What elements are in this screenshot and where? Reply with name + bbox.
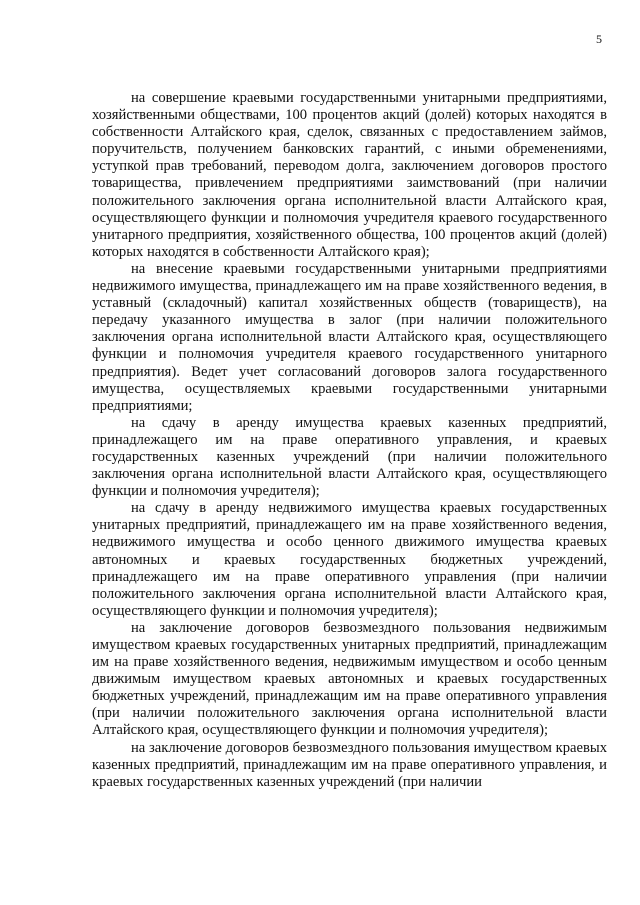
paragraph-lease-of-immovable-property: на сдачу в аренду недвижимого имущества краевых государственных унитарных предприятий, принадлежащего им на праве хозяйственного ведения, недвижимого имущества и особо ценного движимого имущества краевых автономных и краевых государственных бюджетных учреждений, принадлежащего им на праве оперативного управления (при наличии положительного заключения органа исполнительной власти Алтайского края, осуществляющего функции и полномочия учредителя); bbox=[92, 500, 607, 619]
page-number: 5 bbox=[596, 32, 602, 46]
paragraph-free-use-of-state-enterprise-property: на заключение договоров безвозмездного пользования имуществом краевых казенных предприятий, принадлежащим им на праве оперативного управления, и краевых государственных казенных учреждений (при наличии bbox=[92, 739, 607, 790]
paragraph-loans-and-guarantees: на совершение краевыми государственными унитарными предприятиями, хозяйственными обществами, 100 процентов акций (долей) которых находятся в собственности Алтайского края, сделок, связанных с предоставлением займов, поручительств, получением банковских гарантий, с иными обременениями, уступкой прав требований, переводом долга, заключением договоров простого товарищества, привлечением предприятиями заимствований (при наличии положительного заключения органа исполнительной власти Алтайского края, осуществляющего функции и полномочия учредителя краевого государственного унитарного предприятия, хозяйственного общества, 100 процентов акций (долей) которых находятся в собственности Алтайского края); bbox=[92, 90, 607, 260]
document-body bbox=[92, 90, 607, 791]
paragraph-free-use-of-immovable-property: на заключение договоров безвозмездного пользования недвижимым имуществом краевых государственных унитарных предприятий, принадлежащим им на праве хозяйственного ведения, недвижимым имуществом и особо ценным движимым имуществом краевых автономных и краевых государственных бюджетных учреждений, принадлежащим им на праве оперативного управления (при наличии положительного заключения органа исполнительной власти Алтайского края, осуществляющего функции и полномочия учредителя); bbox=[92, 619, 607, 739]
paragraph-charter-capital-and-pledge: на внесение краевыми государственными унитарными предприятиями недвижимого имущества, принадлежащего им на праве хозяйственного ведения, в уставный (складочный) капитал хозяйственных обществ (товариществ), на передачу указанного имущества в залог (при наличии положительного заключения органа исполнительной власти Алтайского края, осуществляющего функции и полномочия учредителя краевого государственного унитарного предприятия). Ведет учет согласований договоров залога государственного имущества, осуществляемых краевыми государственными унитарными предприятиями; bbox=[92, 260, 607, 414]
paragraph-lease-of-state-enterprise-property: на сдачу в аренду имущества краевых казенных предприятий, принадлежащего им на праве оперативного управления, и краевых государственных казенных учреждений (при наличии положительного заключения органа исполнительной власти Алтайского края, осуществляющего функции и полномочия учредителя); bbox=[92, 414, 607, 500]
